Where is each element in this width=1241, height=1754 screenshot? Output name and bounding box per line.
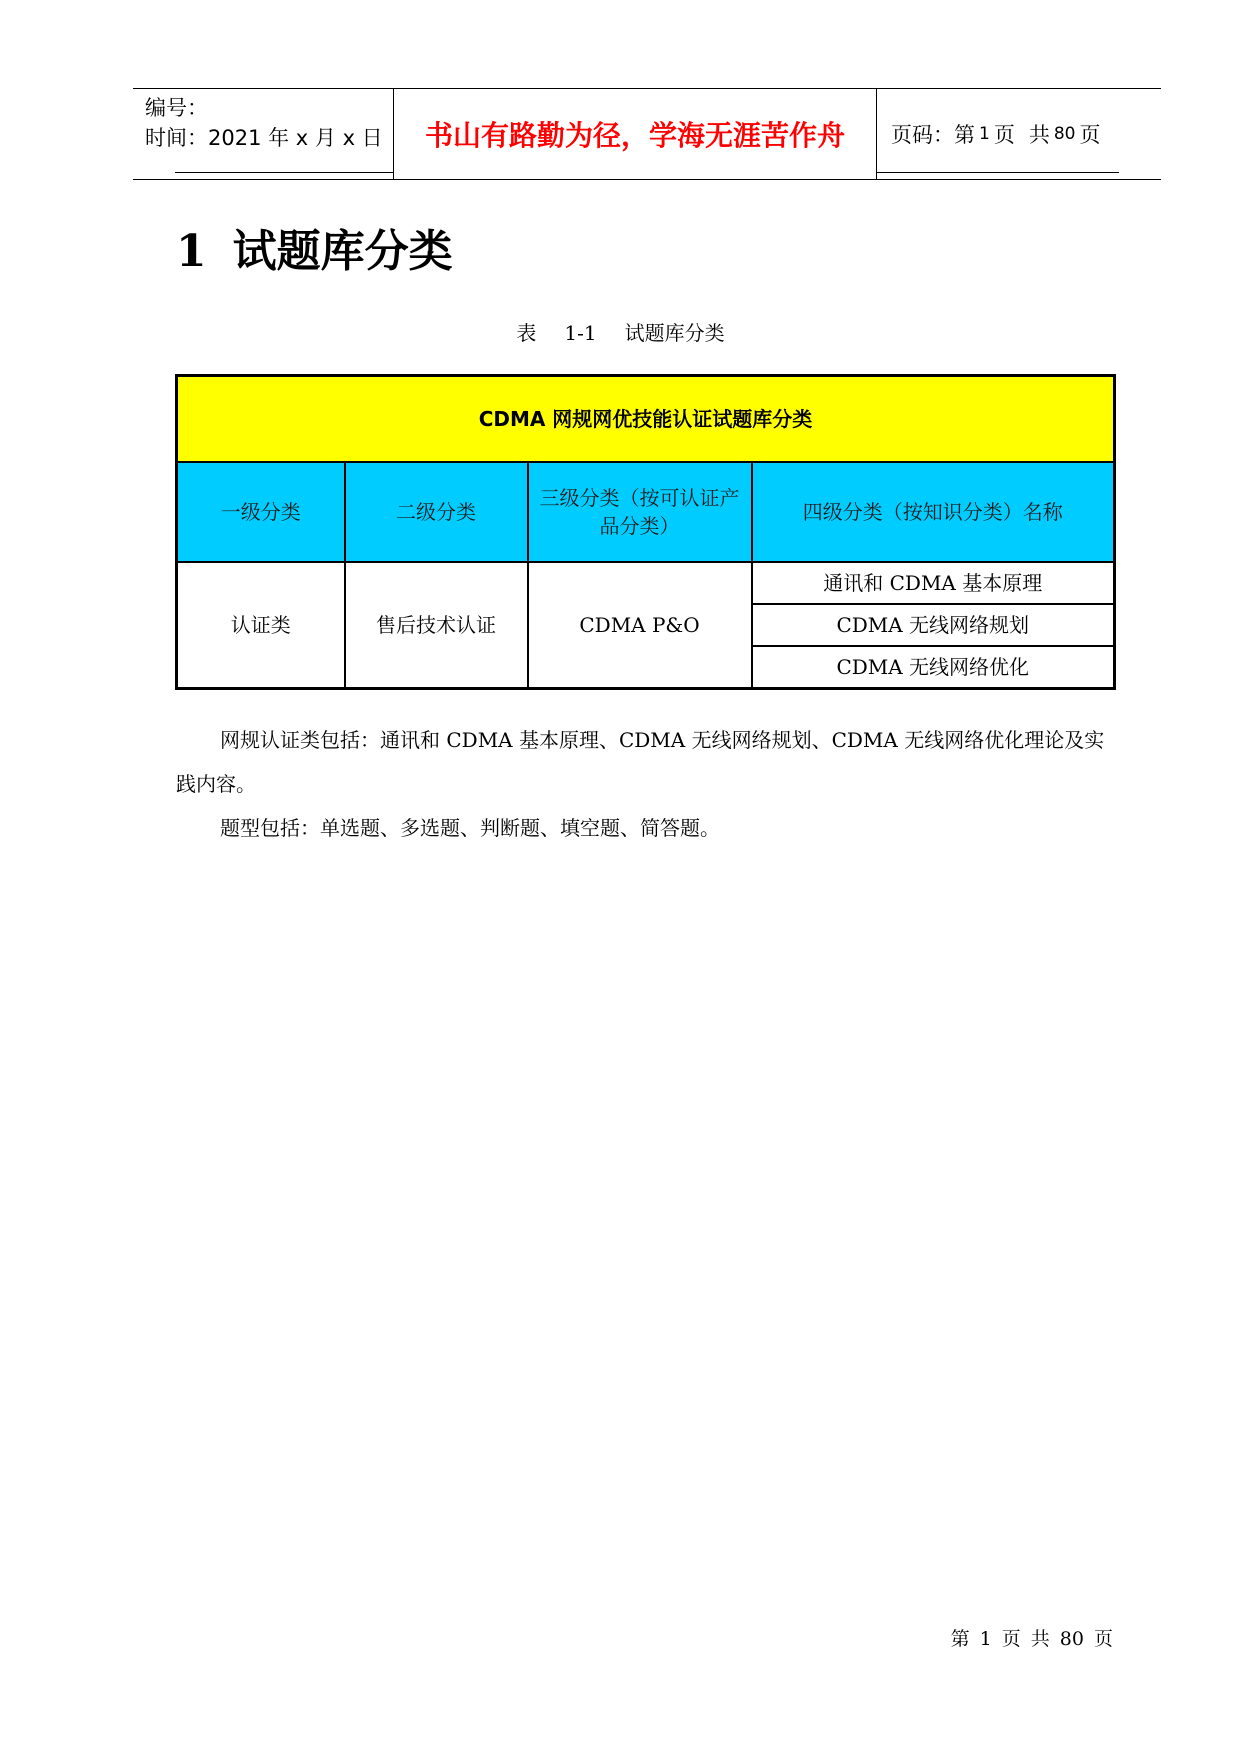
footer-page: 1 xyxy=(979,1628,992,1650)
header-level3: 三级分类（按可认证产品分类） xyxy=(528,462,752,562)
table-title: CDMA 网规网优技能认证试题库分类 xyxy=(177,376,1115,463)
header-page-cell xyxy=(877,89,1161,179)
cell-level4-item: 通讯和 CDMA 基本原理 xyxy=(752,562,1115,604)
cell-level3: CDMA P&O xyxy=(528,562,752,689)
table-caption xyxy=(0,318,1241,348)
header-level2: 二级分类 xyxy=(345,462,528,562)
section-title: 试题库分类 xyxy=(232,226,453,277)
header-left-cell xyxy=(133,89,393,179)
cell-level4-item: CDMA 无线网络规划 xyxy=(752,604,1115,646)
page-number: 1 xyxy=(979,124,990,144)
table-row xyxy=(177,562,1115,604)
page-mid: 页 xyxy=(993,123,1015,147)
footer-total: 80 xyxy=(1059,1628,1084,1650)
footer-mid: 页 xyxy=(1001,1628,1021,1650)
cell-level1: 认证类 xyxy=(177,562,345,689)
footer-total-prefix: 共 xyxy=(1030,1628,1050,1650)
paragraph-scope: 网规认证类包括：通讯和 CDMA 基本原理、CDMA 无线网络规划、CDMA 无线网络优化理论及实践内容。 xyxy=(176,728,1105,796)
header-left-underline xyxy=(175,172,393,173)
total-pages: 80 xyxy=(1053,124,1076,144)
cell-level4-item: CDMA 无线网络优化 xyxy=(752,646,1115,689)
header-motto-cell xyxy=(393,89,877,179)
header-right-underline xyxy=(877,172,1119,173)
number-label: 编号： xyxy=(145,96,208,120)
paragraph-question-types: 题型包括：单选题、多选题、判断题、填空题、简答题。 xyxy=(220,816,720,840)
total-suffix: 页 xyxy=(1079,123,1101,147)
caption-number: 1-1 xyxy=(564,321,597,345)
section-number: 1 xyxy=(176,226,207,277)
header-level4: 四级分类（按知识分类）名称 xyxy=(752,462,1115,562)
total-prefix: 共 xyxy=(1028,123,1050,147)
footer-suffix: 页 xyxy=(1093,1628,1113,1650)
page-footer xyxy=(951,1626,1113,1652)
page-header xyxy=(133,88,1161,180)
table-title-row xyxy=(177,376,1115,463)
header-level1: 一级分类 xyxy=(177,462,345,562)
footer-prefix: 第 xyxy=(950,1628,970,1650)
caption-text: 试题库分类 xyxy=(624,321,725,345)
table-header-row xyxy=(177,462,1115,562)
time-label: 时间：2021 年 x 月 x 日 xyxy=(145,126,383,150)
motto-text: 书山有路勤为径，学海无涯苦作舟 xyxy=(424,119,845,152)
page-prefix: 页码：第 xyxy=(891,123,975,147)
section-heading xyxy=(176,222,453,282)
category-table xyxy=(175,374,1116,690)
caption-label: 表 xyxy=(516,321,537,345)
cell-level2: 售后技术认证 xyxy=(345,562,528,689)
